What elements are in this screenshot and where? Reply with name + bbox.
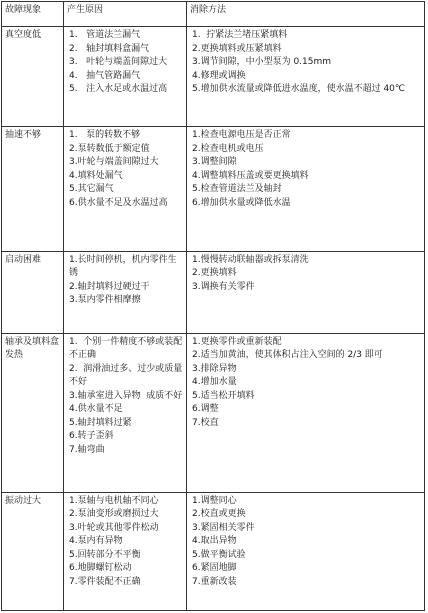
cause-item: 5.其它漏气 xyxy=(69,184,114,195)
remedy-item: 1. 拧紧法兰堵压紧填料 xyxy=(192,30,288,41)
cause-list xyxy=(67,495,183,590)
remedy-item: 2.适当加黄油，使其体积占注入空间的 2/3 即可 xyxy=(192,350,383,361)
remedy-item: 3.紧固相关零件 xyxy=(192,522,255,533)
symptom-cell: 轴承及填料盒发热 xyxy=(2,333,64,492)
remedy-item: 5.检查管道法兰及轴封 xyxy=(192,184,282,195)
table-row xyxy=(2,251,425,333)
header-symptom: 故障现象 xyxy=(2,2,64,27)
cause-item: 4. 抽气管路漏气 xyxy=(69,70,141,81)
cause-item: 7.轴弯曲 xyxy=(69,444,105,455)
remedy-item: 1.更换零件或重新装配 xyxy=(192,336,282,347)
remedy-list xyxy=(190,129,421,210)
cause-item: 5.轴封填料过紧 xyxy=(69,417,132,428)
cause-item: 3.叶轮或其他零件松动 xyxy=(69,522,159,533)
cause-item: 2. 润滑油过多、过少或质量不好 xyxy=(69,363,183,388)
cause-item: 5. 注入水足或水温过高 xyxy=(69,84,168,95)
remedy-item: 2.检查电机或电压 xyxy=(192,143,264,154)
remedy-cell xyxy=(187,333,425,492)
remedy-item: 4.修理或调换 xyxy=(192,70,246,81)
cause-cell xyxy=(64,251,187,333)
cause-item: 2.轴封填料过硬过干 xyxy=(69,281,150,292)
remedy-item: 1.检查电源电压是否正常 xyxy=(192,130,291,141)
cause-item: 2.泵油变形或磨损过大 xyxy=(69,509,159,520)
remedy-item: 7.校直 xyxy=(192,417,219,428)
table-row xyxy=(2,27,425,127)
remedy-list xyxy=(190,254,421,295)
cause-item: 2. 轴封填料盒漏气 xyxy=(69,43,150,54)
cause-item: 6.转子歪斜 xyxy=(69,431,114,442)
remedy-item: 6.紧固地脚 xyxy=(192,563,237,574)
table-row xyxy=(2,127,425,251)
remedy-item: 2.更换填料 xyxy=(192,268,237,279)
remedy-item: 2.更换填料或压紧填料 xyxy=(192,43,282,54)
remedy-item: 3.调换有关零件 xyxy=(192,281,255,292)
remedy-item: 6.增加供水量或降低水温 xyxy=(192,197,291,208)
remedy-item: 5.适当松开填料 xyxy=(192,390,255,401)
cause-item: 1. 泵的转数不够 xyxy=(69,130,141,141)
remedy-item: 3.排除异物 xyxy=(192,363,237,374)
table-row xyxy=(2,492,425,610)
remedy-item: 3.调节间隙，中小型泵为 0.15mm xyxy=(192,57,332,68)
cause-item: 1.长时间停机，机内零件生锈 xyxy=(69,254,177,279)
cause-list xyxy=(67,29,183,97)
cause-item: 4.泵内有异物 xyxy=(69,536,123,547)
header-remedy: 消除方法 xyxy=(187,2,425,27)
cause-cell xyxy=(64,492,187,610)
cause-item: 6.地脚螺钉松动 xyxy=(69,563,132,574)
cause-item: 3. 叶轮与端盖间隙过大 xyxy=(69,57,168,68)
remedy-cell xyxy=(187,27,425,127)
cause-cell xyxy=(64,27,187,127)
remedy-item: 4.调整填料压盖或要更换填料 xyxy=(192,170,309,181)
cause-item: 7.零件装配不正确 xyxy=(69,576,141,587)
table-header-row xyxy=(2,2,425,27)
cause-item: 1. 管道法兰漏气 xyxy=(69,30,141,41)
symptom-cell: 启动困难 xyxy=(2,251,64,333)
remedy-list xyxy=(190,336,421,431)
remedy-item: 4.增加水量 xyxy=(192,377,237,388)
remedy-item: 5.增加供水流量或降低进水温度，使水温不超过 40℃ xyxy=(192,84,406,95)
remedy-item: 1.调整同心 xyxy=(192,495,237,506)
cause-item: 3.泵内零件相摩擦 xyxy=(69,295,141,306)
symptom-cell: 抽速不够 xyxy=(2,127,64,251)
remedy-item: 1.慢慢转动联轴器或拆泵清洗 xyxy=(192,254,309,265)
remedy-item: 2.校直或更换 xyxy=(192,509,246,520)
cause-list xyxy=(67,254,183,308)
cause-item: 4.填料处漏气 xyxy=(69,170,123,181)
cause-item: 2.泵转数低于额定值 xyxy=(69,143,150,154)
cause-list xyxy=(67,336,183,458)
remedy-item: 6.调整 xyxy=(192,404,219,415)
header-cause: 产生原因 xyxy=(64,2,187,27)
remedy-cell xyxy=(187,127,425,251)
remedy-cell xyxy=(187,492,425,610)
cause-item: 3.轴承室进入异物 成质不好 xyxy=(69,390,183,401)
remedy-item: 4.取出异物 xyxy=(192,536,237,547)
symptom-cell: 真空度低 xyxy=(2,27,64,127)
fault-table xyxy=(1,1,425,611)
remedy-cell xyxy=(187,251,425,333)
symptom-cell: 振动过大 xyxy=(2,492,64,610)
remedy-item: 3.调整间隙 xyxy=(192,157,237,168)
cause-cell xyxy=(64,127,187,251)
remedy-list xyxy=(190,29,421,97)
cause-item: 5.回转部分不平衡 xyxy=(69,549,141,560)
cause-list xyxy=(67,129,183,210)
cause-item: 1.泵轴与电机轴不同心 xyxy=(69,495,159,506)
table-row xyxy=(2,333,425,492)
cause-item: 6.供水量不足及水温过高 xyxy=(69,197,168,208)
cause-cell xyxy=(64,333,187,492)
remedy-item: 5.做平衡试验 xyxy=(192,549,246,560)
cause-item: 1. 个别一件精度不够或装配不正确 xyxy=(69,336,183,361)
remedy-item: 7.重新改装 xyxy=(192,576,237,587)
cause-item: 4.供水量不足 xyxy=(69,404,123,415)
remedy-list xyxy=(190,495,421,590)
cause-item: 3.叶轮与端盖间隙过大 xyxy=(69,157,159,168)
